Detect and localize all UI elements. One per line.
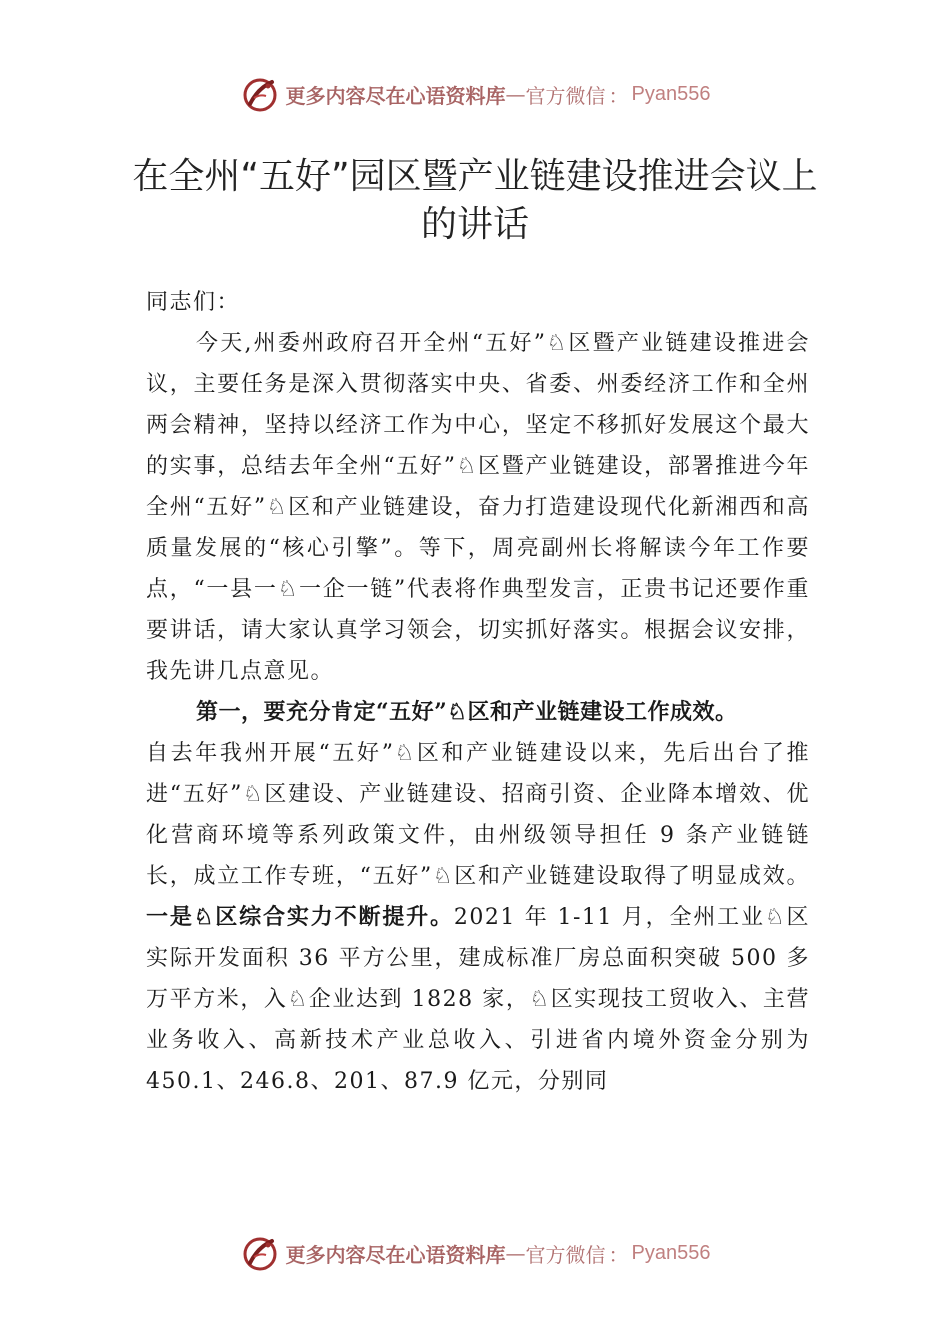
document-title: 在全州“五好”园区暨产业链建设推进会议上的讲话	[132, 156, 818, 245]
banner-wechat-id: Pyan556	[631, 82, 711, 105]
paragraph-achievements	[146, 733, 810, 1102]
brush-seal-logo-icon	[240, 1233, 280, 1273]
paragraph-achievements-text-a: 自去年我州开展“五好”♘区和产业链建设以来，先后出台了推进“五好”♘区建设、产业链建设、招商引资、企业降本增效、优化营商环境等系列政策文件，由州级领导担任 9 条产业链链长，成立工作专班，“五好”♘区和产业链建设取得了明显成效。	[146, 741, 810, 889]
banner-separator: ：	[608, 1242, 629, 1267]
banner-wechat-label: 官方微信	[525, 83, 606, 108]
greeting: 同志们：	[146, 290, 241, 315]
banner-wechat-label: 官方微信	[525, 1242, 606, 1267]
header-banner	[0, 72, 950, 116]
banner-dash: —	[505, 82, 526, 106]
brush-seal-logo-icon	[240, 74, 280, 114]
banner-site-name: 更多内容尽在心语资料库	[285, 1242, 506, 1267]
banner-dash: —	[505, 1241, 526, 1265]
banner-separator: ：	[608, 83, 629, 108]
footer-banner	[0, 1231, 950, 1275]
section-heading-1: 第一，要充分肯定“五好”♘区和产业链建设工作成效。	[196, 699, 738, 725]
document-body	[146, 282, 810, 1102]
banner-wechat-id: Pyan556	[631, 1241, 711, 1264]
paragraph-achievements-bold: 一是♘区综合实力不断提升。	[146, 904, 454, 930]
banner-site-name: 更多内容尽在心语资料库	[285, 83, 506, 108]
paragraph-intro: 今天,州委州政府召开全州“五好”♘区暨产业链建设推进会议，主要任务是深入贯彻落实中央、省委、州委经济工作和全州两会精神，坚持以经济工作为中心，坚定不移抓好发展这个最大的实事，总结去年全州“五好”♘区暨产业链建设，部署推进今年全州“五好”♘区和产业链建设，奋力打造建设现代化新湘西和高质量发展的“核心引擎”。等下，周亮副州长将解读今年工作要点，“一县一♘一企一链”代表将作典型发言，正贵书记还要作重要讲话，请大家认真学习领会，切实抓好落实。根据会议安排，我先讲几点意见。	[146, 331, 810, 684]
paragraph-achievements-text-b: 2021 年 1-11 月，全州工业♘区实际开发面积 36 平方公里，建成标准厂房总面积突破 500 多万平方米，入♘企业达到 1828 家，♘区实现技工贸收入、主营业务收入、高新技术产业总收入、引进省内境外资金分别为 450.1、246.8、201、87.9 亿元，分别同	[146, 905, 810, 1094]
